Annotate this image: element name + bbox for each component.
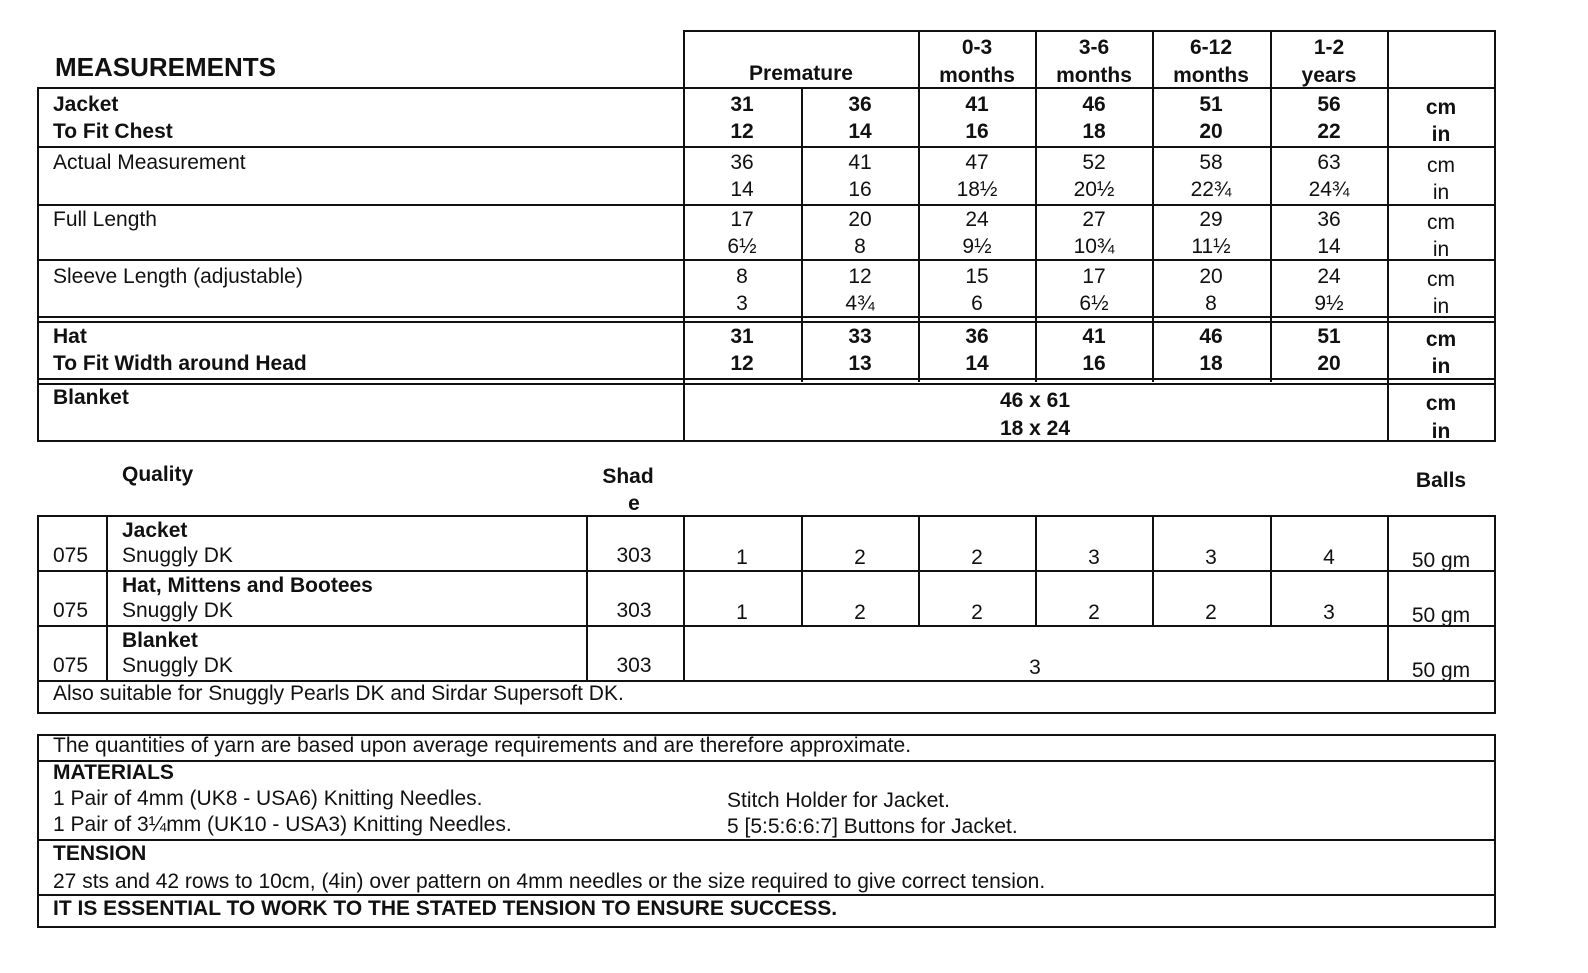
cm-value: 56 [1317,93,1341,116]
in-value: 12 [730,120,754,143]
cm-value: 51 [1199,93,1223,116]
measure-row-label: Jacket [53,93,119,116]
tension-heading: TENSION [53,842,147,865]
in-value: 16 [848,178,872,201]
yarn-shade: 303 [616,654,652,677]
balls-value: 1 [736,601,748,624]
balls-value: 3 [1323,601,1335,624]
in-value: 11½ [1191,235,1231,258]
buttons-note: 5 [5:5:6:6:7] Buttons for Jacket. [727,815,1018,838]
page-title: MEASUREMENTS [55,52,277,82]
unit-cm: cm [1425,96,1457,119]
cm-value: 58 [1199,151,1223,174]
blanket-label: Blanket [53,386,129,409]
needles-4mm: 1 Pair of 4mm (UK8 - USA6) Knitting Needles. [53,787,483,810]
cm-value: 12 [848,265,872,288]
unit-in: in [1432,181,1450,204]
ball-weight: 50 gm [1411,604,1471,627]
cm-value: 20 [848,208,872,231]
in-value: 16 [965,120,989,143]
shade-header-line2: e [628,492,640,515]
yarn-quality: Snuggly DK [122,544,233,567]
in-value: 20 [1317,352,1341,375]
col-0-3-range: 0-3 [961,36,993,59]
in-value: 14 [730,178,754,201]
unit-cm: cm [1427,268,1455,291]
ball-weight: 50 gm [1411,659,1471,682]
blanket-cm: 46 x 61 [999,389,1071,412]
measure-row-label: Actual Measurement [53,151,246,174]
cm-value: 41 [1082,325,1106,348]
yarn-quality: Snuggly DK [122,599,233,622]
balls-value: 3 [1088,546,1100,569]
in-value: 12 [730,352,754,375]
unit-cm: cm [1427,211,1455,234]
balls-value: 2 [1088,601,1100,624]
balls-value: 2 [971,546,983,569]
in-value: 14 [848,120,872,143]
in-value: 13 [848,352,872,375]
yarn-item: Blanket [122,629,198,652]
cm-value: 63 [1317,151,1341,174]
yarn-shade: 303 [616,599,652,622]
cm-value: 27 [1082,208,1106,231]
cm-value: 20 [1199,265,1223,288]
in-value: 16 [1082,352,1106,375]
measure-row-sublabel: To Fit Width around Head [53,352,307,375]
in-value: 8 [854,235,866,258]
yarn-item: Jacket [122,519,188,542]
cm-value: 36 [730,151,754,174]
balls-header: Balls [1415,469,1467,492]
unit-in: in [1431,123,1451,146]
cm-value: 17 [1082,265,1106,288]
in-value: 9½ [962,235,992,258]
cm-value: 31 [730,325,754,348]
in-value: 6½ [1079,292,1109,315]
tension-text: 27 sts and 42 rows to 10cm, (4in) over pattern on 4mm needles or the size required to give correct tension. [53,870,1046,893]
in-value: 6 [971,292,983,315]
unit-in: in [1431,355,1451,378]
needles-3-25mm: 1 Pair of 3¼mm (UK10 - USA3) Knitting Needles. [53,813,512,836]
unit-cm: cm [1425,328,1457,351]
unit-in: in [1431,420,1451,443]
cm-value: 52 [1082,151,1106,174]
in-value: 18 [1199,352,1223,375]
also-suitable-note: Also suitable for Snuggly Pearls DK and Sirdar Supersoft DK. [53,682,624,705]
cm-value: 41 [848,151,872,174]
unit-in: in [1432,295,1450,318]
blanket-in: 18 x 24 [999,417,1071,440]
balls-value: 2 [854,601,866,624]
in-value: 9½ [1314,292,1344,315]
cm-value: 24 [965,208,989,231]
cm-value: 29 [1199,208,1223,231]
cm-value: 46 [1199,325,1223,348]
in-value: 6½ [727,235,757,258]
cm-value: 46 [1082,93,1106,116]
yarn-item: Hat, Mittens and Bootees [122,574,373,597]
in-value: 10¾ [1073,235,1115,258]
quantities-note: The quantities of yarn are based upon average requirements and are therefore approximate. [53,734,912,757]
shade-header-line1: Shad [602,465,654,488]
col-premature: Premature [749,62,853,85]
in-value: 4¾ [845,292,875,315]
cm-value: 36 [965,325,989,348]
col-6-12-range: 6-12 [1189,36,1233,59]
in-value: 14 [965,352,989,375]
cm-value: 15 [965,265,989,288]
cm-value: 8 [736,265,748,288]
balls-value: 1 [736,546,748,569]
yarn-code: 075 [53,599,89,622]
col-1-2-range: 1-2 [1313,36,1345,59]
col-3-6-unit: months [1056,64,1132,87]
cm-value: 36 [848,93,872,116]
cm-value: 33 [848,325,872,348]
balls-value: 2 [854,546,866,569]
balls-value: 4 [1323,546,1335,569]
yarn-shade: 303 [616,544,652,567]
cm-value: 41 [965,93,989,116]
in-value: 20 [1199,120,1223,143]
balls-value: 2 [1205,601,1217,624]
in-value: 18 [1082,120,1106,143]
stitch-holder: Stitch Holder for Jacket. [727,789,950,812]
cm-value: 36 [1317,208,1341,231]
col-3-6-range: 3-6 [1078,36,1110,59]
col-6-12-unit: months [1173,64,1249,87]
unit-cm: cm [1425,392,1457,415]
yarn-quality: Snuggly DK [122,654,233,677]
unit-in: in [1432,238,1450,261]
balls-value: 3 [1205,546,1217,569]
in-value: 14 [1317,235,1341,258]
quality-header: Quality [122,463,194,486]
cm-value: 31 [730,93,754,116]
cm-value: 47 [965,151,989,174]
yarn-code: 075 [53,654,89,677]
balls-value: 3 [1029,656,1041,679]
in-value: 24¾ [1308,178,1350,201]
in-value: 20½ [1073,178,1115,201]
col-0-3-unit: months [939,64,1015,87]
col-1-2-unit: years [1301,64,1357,87]
in-value: 22¾ [1190,178,1232,201]
cm-value: 17 [730,208,754,231]
unit-cm: cm [1427,154,1455,177]
tension-warning: IT IS ESSENTIAL TO WORK TO THE STATED TENSION TO ENSURE SUCCESS. [53,897,838,920]
measure-row-label: Full Length [53,208,157,231]
in-value: 18½ [956,178,998,201]
cm-value: 51 [1317,325,1341,348]
materials-heading: MATERIALS [53,761,174,784]
in-value: 3 [736,292,748,315]
balls-value: 2 [971,601,983,624]
measure-row-label: Sleeve Length (adjustable) [53,265,303,288]
measure-row-label: Hat [53,325,87,348]
ball-weight: 50 gm [1411,549,1471,572]
in-value: 22 [1317,120,1341,143]
in-value: 8 [1205,292,1217,315]
measure-row-sublabel: To Fit Chest [53,120,173,143]
yarn-code: 075 [53,544,89,567]
cm-value: 24 [1317,265,1341,288]
